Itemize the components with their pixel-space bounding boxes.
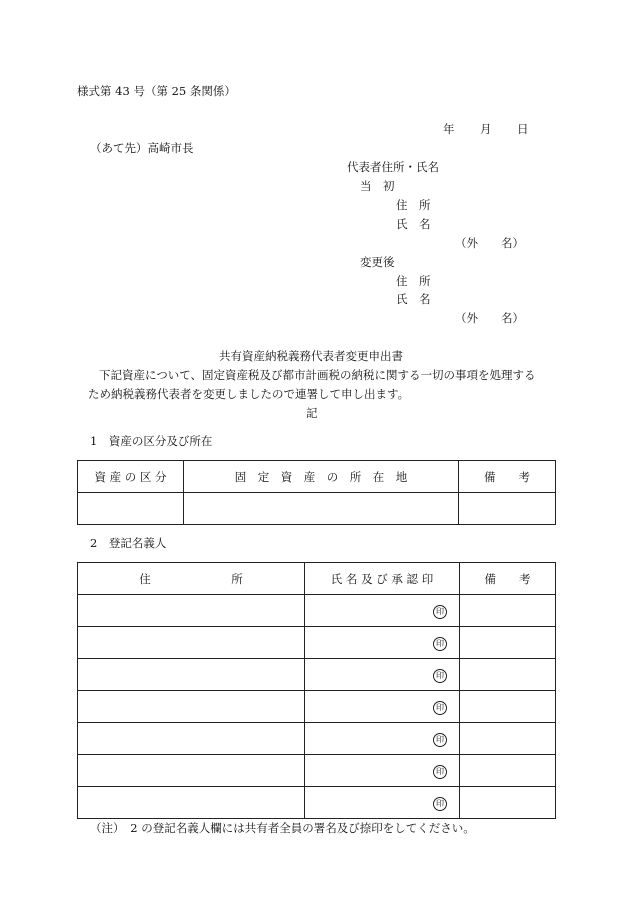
col-registrant-address: 住 所	[78, 563, 305, 595]
registrant-name-seal-cell[interactable]	[305, 755, 460, 787]
registrant-name-seal-cell[interactable]	[305, 787, 460, 819]
registrant-name-seal-cell[interactable]	[305, 691, 460, 723]
body-line-1: 下記資産について、固定資産税及び都市計画税の納税に関する一切の事項を処理する	[99, 368, 536, 382]
registrant-row	[78, 691, 556, 723]
col-asset-location: 固 定 資 産 の 所 在 地	[184, 461, 459, 493]
form-number: 様式第 43 号（第 25 条関係）	[77, 84, 236, 98]
asset-remarks-cell[interactable]	[459, 493, 556, 525]
seal-mark-icon: 印	[433, 637, 447, 651]
registrant-row	[78, 755, 556, 787]
registrant-remarks-cell[interactable]	[460, 755, 556, 787]
registrant-table	[77, 562, 556, 819]
registrant-name-seal-cell[interactable]	[305, 723, 460, 755]
registrant-name-seal-cell[interactable]	[305, 659, 460, 691]
before-others: （外 名）	[455, 236, 524, 250]
asset-table	[77, 460, 556, 525]
after-others: （外 名）	[455, 311, 524, 325]
registrant-address-cell[interactable]	[78, 691, 305, 723]
registrant-name-seal-cell[interactable]	[305, 595, 460, 627]
registrant-address-cell[interactable]	[78, 723, 305, 755]
col-asset-category: 資 産 の 区 分	[78, 461, 184, 493]
section2-heading: 2 登記名義人	[90, 536, 167, 550]
after-label: 変更後	[360, 255, 395, 269]
seal-mark-icon: 印	[433, 605, 447, 619]
after-address-label: 住 所	[396, 274, 431, 288]
registrant-row	[78, 787, 556, 819]
before-address-label: 住 所	[396, 198, 431, 212]
col-registrant-name-seal: 氏 名 及 び 承 認 印	[305, 563, 460, 595]
registrant-remarks-cell[interactable]	[460, 787, 556, 819]
asset-category-cell[interactable]	[78, 493, 184, 525]
seal-mark-icon: 印	[433, 765, 447, 779]
registrant-remarks-cell[interactable]	[460, 723, 556, 755]
asset-row	[78, 493, 556, 525]
registrant-row	[78, 659, 556, 691]
registrant-address-cell[interactable]	[78, 595, 305, 627]
registrant-address-cell[interactable]	[78, 627, 305, 659]
registrant-remarks-cell[interactable]	[460, 659, 556, 691]
registrant-name-seal-cell[interactable]	[305, 627, 460, 659]
registrant-row	[78, 627, 556, 659]
section1-heading: 1 資産の区分及び所在	[90, 434, 213, 448]
registrant-remarks-cell[interactable]	[460, 595, 556, 627]
body-line-2: ため納税義務代表者を変更しましたので連署して申し出ます。	[88, 387, 410, 401]
asset-location-cell[interactable]	[184, 493, 459, 525]
seal-mark-icon: 印	[433, 669, 447, 683]
registrant-address-cell[interactable]	[78, 755, 305, 787]
addressee: （あて先）高崎市長	[90, 141, 194, 155]
date-month: 月	[480, 122, 492, 136]
registrant-address-cell[interactable]	[78, 787, 305, 819]
registrant-row	[78, 723, 556, 755]
seal-mark-icon: 印	[433, 797, 447, 811]
footnote: （注） 2 の登記名義人欄には共有者全員の署名及び捺印をしてください。	[90, 821, 475, 835]
document-title: 共有資産納税義務代表者変更申出書	[219, 349, 403, 363]
registrant-row	[78, 595, 556, 627]
registrant-address-cell[interactable]	[78, 659, 305, 691]
registrant-remarks-cell[interactable]	[460, 691, 556, 723]
col-asset-remarks: 備 考	[459, 461, 556, 493]
date-year: 年	[443, 122, 455, 136]
seal-mark-icon: 印	[433, 733, 447, 747]
col-registrant-remarks: 備 考	[460, 563, 556, 595]
seal-mark-icon: 印	[433, 701, 447, 715]
before-name-label: 氏 名	[396, 217, 431, 231]
date-day: 日	[517, 122, 529, 136]
before-label: 当 初	[360, 179, 395, 193]
ki-marker: 記	[306, 406, 318, 420]
after-name-label: 氏 名	[396, 292, 431, 306]
registrant-remarks-cell[interactable]	[460, 627, 556, 659]
representative-header: 代表者住所・氏名	[347, 160, 439, 174]
